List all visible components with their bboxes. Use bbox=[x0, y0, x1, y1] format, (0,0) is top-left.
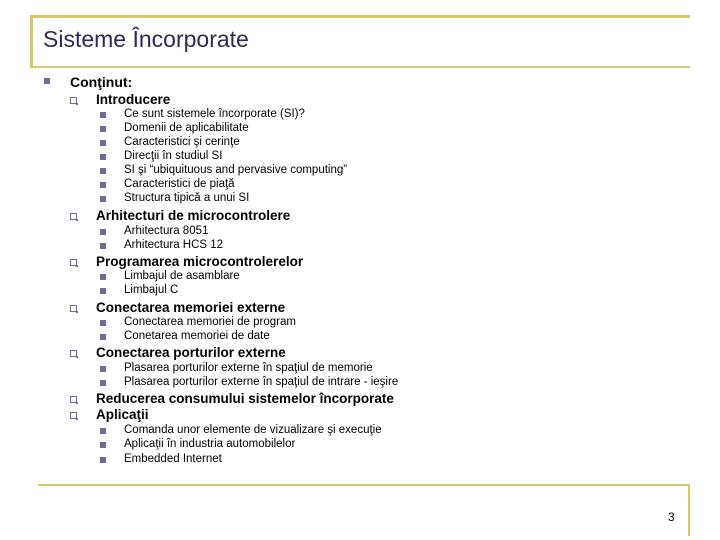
bullet-open-square-icon bbox=[70, 350, 77, 357]
list-item: Aplicaţii în industria automobilelor bbox=[124, 438, 296, 450]
list-item: Comanda unor elemente de vizualizare şi execuţie bbox=[124, 424, 382, 436]
list-item: Domenii de aplicabilitate bbox=[124, 122, 249, 134]
bullet-square-icon bbox=[100, 196, 106, 202]
list-item: Conectarea memoriei de program bbox=[124, 316, 296, 328]
bullet-open-square-icon bbox=[70, 213, 77, 220]
section-label: Arhitecturi de microcontrolere bbox=[96, 208, 291, 223]
section-label: Aplicaţii bbox=[96, 407, 149, 422]
list-item: Conetarea memoriei de date bbox=[124, 330, 270, 342]
bullet-square-icon bbox=[100, 442, 106, 448]
title-top-rule bbox=[30, 15, 690, 18]
list-item: Caracteristici şi cerinţe bbox=[124, 136, 240, 148]
title-underline-rule bbox=[30, 66, 690, 68]
bullet-square-icon bbox=[100, 168, 106, 174]
bullet-square-icon bbox=[100, 154, 106, 160]
list-item: Direcţii în studiul SI bbox=[124, 150, 223, 162]
section-label: Introducere bbox=[96, 92, 171, 107]
bullet-square-icon bbox=[100, 243, 106, 249]
bullet-square-icon bbox=[100, 229, 106, 235]
bullet-square-icon bbox=[100, 428, 106, 434]
list-item: Plasarea porturilor externe în spaţiul de memorie bbox=[124, 362, 373, 374]
bullet-square-icon bbox=[100, 288, 106, 294]
outline-heading: Conţinut: bbox=[70, 74, 133, 90]
bullet-square-icon bbox=[100, 126, 106, 132]
bullet-open-square-icon bbox=[70, 412, 77, 419]
section-label: Programarea microcontrolerelor bbox=[96, 254, 304, 269]
list-item: Arhitectura HCS 12 bbox=[124, 239, 224, 251]
footer-rule bbox=[38, 484, 690, 486]
bullet-square-icon bbox=[100, 274, 106, 280]
bullet-square-icon bbox=[100, 334, 106, 340]
section-label: Reducerea consumului sistemelor încorporate bbox=[96, 391, 394, 406]
bullet-square-icon bbox=[100, 457, 106, 463]
bullet-square-icon bbox=[100, 140, 106, 146]
bullet-square-icon bbox=[100, 182, 106, 188]
section-label: Conectarea memoriei externe bbox=[96, 300, 286, 315]
bullet-open-square-icon bbox=[70, 259, 77, 266]
list-item: Ce sunt sistemele încorporate (SI)? bbox=[124, 108, 305, 120]
section-label: Conectarea porturilor externe bbox=[96, 345, 286, 360]
bullet-square-icon bbox=[100, 380, 106, 386]
list-item: Limbajul de asamblare bbox=[124, 270, 240, 282]
list-item: Caracteristici de piaţă bbox=[124, 178, 235, 190]
bullet-square-icon bbox=[100, 320, 106, 326]
bullet-square-icon bbox=[44, 78, 50, 84]
list-item: Arhitectura 8051 bbox=[124, 225, 209, 237]
list-item: Embedded Internet bbox=[124, 453, 222, 465]
page-number: 3 bbox=[668, 510, 675, 524]
bullet-square-icon bbox=[100, 112, 106, 118]
bullet-square-icon bbox=[100, 366, 106, 372]
title-left-rule bbox=[30, 15, 33, 68]
list-item: Plasarea porturilor externe în spaţiul de intrare - ieşire bbox=[124, 376, 399, 388]
bullet-open-square-icon bbox=[70, 97, 77, 104]
bullet-open-square-icon bbox=[70, 305, 77, 312]
bullet-open-square-icon bbox=[70, 396, 77, 403]
slide-title: Sisteme Încorporate bbox=[43, 26, 249, 52]
list-item: Structura tipică a unui SI bbox=[124, 192, 250, 204]
list-item: SI şi “ubiquituous and pervasive computing” bbox=[124, 164, 348, 176]
footer-right-rule bbox=[688, 484, 690, 536]
list-item: Limbajul C bbox=[124, 284, 179, 296]
